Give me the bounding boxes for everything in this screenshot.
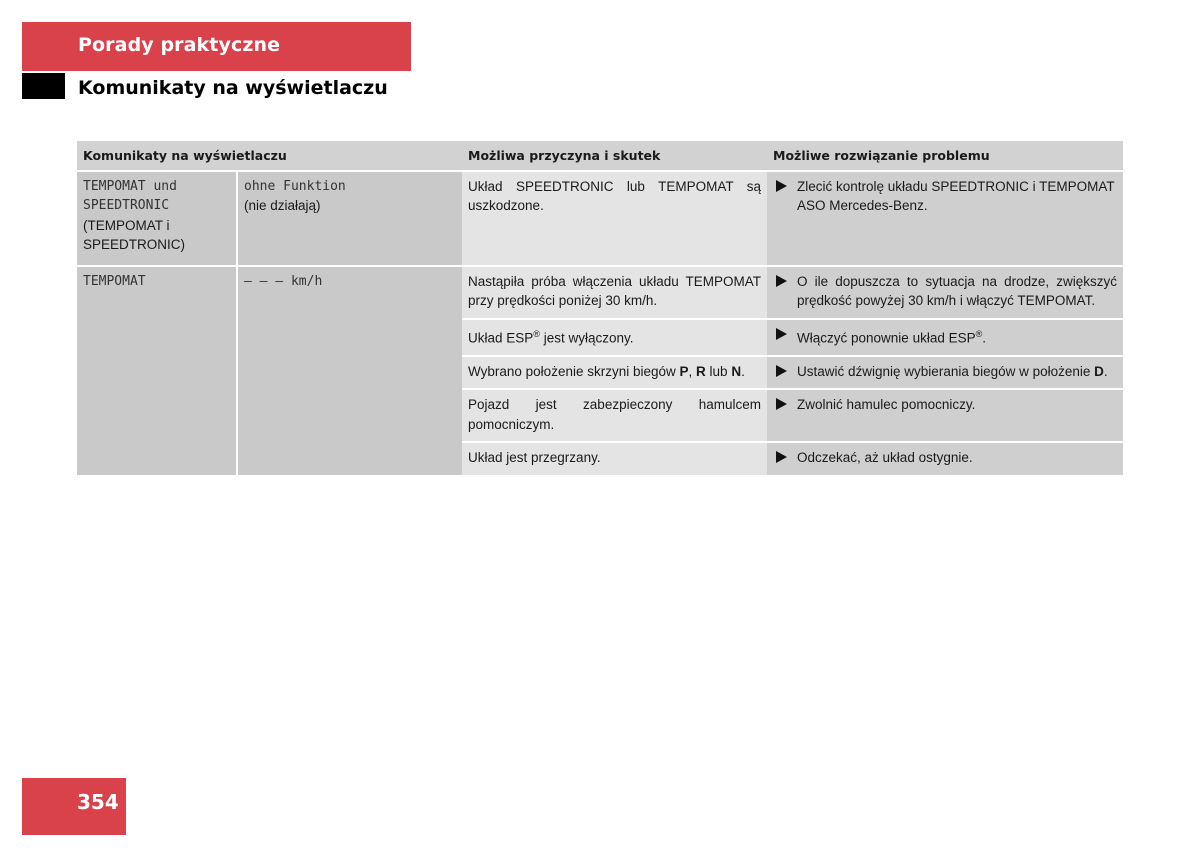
solution-cell [767,442,1123,475]
section-tab [22,22,411,71]
arrow-right-icon [776,451,787,463]
display-message-cell [77,171,237,266]
cause-cell: Układ ESP® jest wyłączony. [462,319,767,356]
solution-text: Odczekać, aż układ ostygnie. [797,450,973,465]
messages-table [77,141,1123,475]
display-message-note: (TEMPOMAT i SPEEDTRONIC) [83,217,186,252]
display-status-text: ohne Funktion [244,178,346,194]
solution-cell [767,319,1123,356]
arrow-right-icon [776,275,787,287]
solution-cell [767,171,1123,266]
solution-cell [767,266,1123,319]
header-cause: Możliwa przyczyna i skutek [462,141,767,171]
solution-text: Ustawić dźwignię wybierania biegów w położenie D. [797,363,1108,379]
arrow-right-icon [776,328,787,340]
display-status-text: – – – km/h [244,273,323,289]
table-row [77,266,1123,319]
solution-text: Zwolnić hamulec pomocniczy. [797,397,976,412]
cause-cell: Układ jest przegrzany. [462,442,767,475]
display-status-cell [237,171,462,266]
cause-cell: Nastąpiła próba włączenia układu TEMPOMAT przy prędkości poniżej 30 km/h. [462,266,767,319]
section-title: Porady praktyczne [78,34,281,56]
cause-cell: Pojazd jest zabezpieczony hamulcem pomocniczym. [462,389,767,442]
display-status-note: (nie działają) [244,198,321,213]
solution-text: Zlecić kontrolę układu SPEEDTRONIC i TEMPOMAT ASO Mercedes-Benz. [797,178,1115,213]
header-solution: Możliwe rozwiązanie problemu [767,141,1123,171]
display-message-text: TEMPOMAT [83,273,146,289]
page-number: 354 [77,790,119,814]
cause-cell: Układ SPEEDTRONIC lub TEMPOMAT są uszkodzone. [462,171,767,266]
table-row [77,171,1123,266]
section-marker [22,73,65,99]
display-message-cell [77,266,237,475]
cause-cell: Wybrano położenie skrzyni biegów P, R lub N. [462,356,767,390]
arrow-right-icon [776,180,787,192]
solution-text: Włączyć ponownie układ ESP®. [797,328,987,345]
arrow-right-icon [776,398,787,410]
solution-cell [767,389,1123,442]
solution-text: O ile dopuszcza to sytuacja na drodze, zwiększyć prędkość powyżej 30 km/h i włączyć TEMPOMAT. [797,273,1118,308]
display-status-cell [237,266,462,475]
page-title: Komunikaty na wyświetlaczu [78,77,388,99]
display-message-text: TEMPOMAT und SPEEDTRONIC [83,178,177,213]
header-display-message: Komunikaty na wyświetlaczu [77,141,462,171]
table-header-row [77,141,1123,171]
page-number-badge [22,778,126,835]
arrow-right-icon [776,365,787,377]
solution-cell [767,356,1123,390]
